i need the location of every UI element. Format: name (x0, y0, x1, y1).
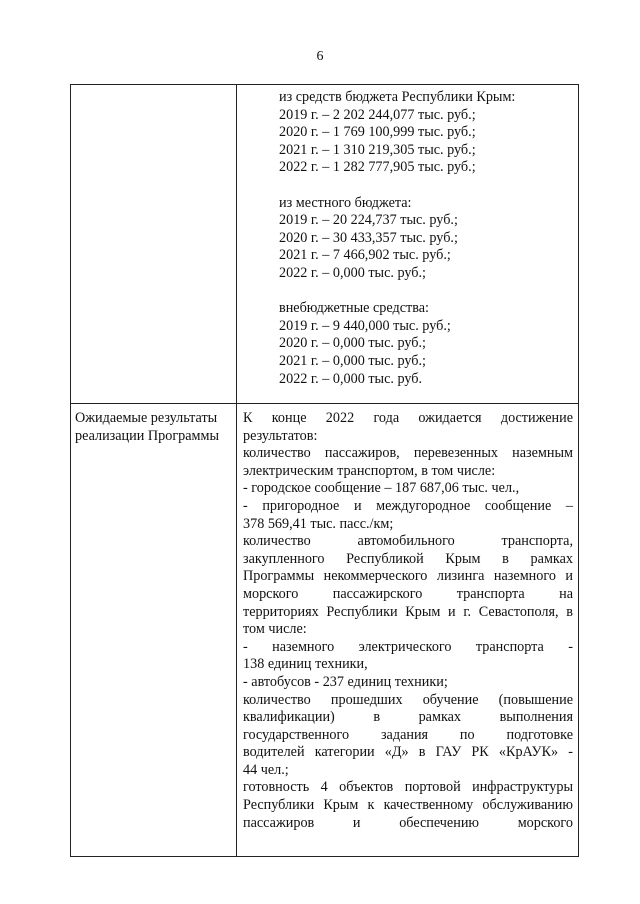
funding-group-title: из средств бюджета Республики Крым: (279, 89, 516, 105)
results-line: количество автомобильного транспорта, (243, 533, 573, 550)
funding-line: 2021 г. – 0,000 тыс. руб.; (279, 352, 426, 369)
results-row (71, 404, 579, 857)
funding-group-title: из местного бюджета: (279, 194, 412, 211)
funding-line: 2021 г. – 7 466,902 тыс. руб.; (279, 247, 451, 264)
results-line: количество пассажиров, перевезенных наземным (243, 445, 573, 462)
results-line: пассажиров и обеспечению морского (243, 814, 573, 831)
results-line: 378 569,41 тыс. пасс./км; (243, 515, 394, 532)
results-line: К конце 2022 года ожидается достижение (243, 410, 573, 426)
results-label: Ожидаемые результаты (75, 410, 218, 426)
results-line: водителей категории «Д» в ГАУ РК «КрАУК» - (243, 744, 573, 761)
results-line: 138 единиц техники, (243, 656, 368, 673)
results-label: реализации Программы (75, 427, 220, 444)
funding-line: 2019 г. – 20 224,737 тыс. руб.; (279, 212, 458, 229)
funding-line: 2022 г. – 0,000 тыс. руб. (279, 370, 423, 387)
results-line: государственного задания по подготовке (243, 726, 573, 743)
results-line: электрическим транспортом, в том числе: (243, 462, 496, 479)
funding-line: 2020 г. – 30 433,357 тыс. руб.; (279, 229, 458, 246)
results-line: закупленного Республикой Крым в рамках (243, 550, 573, 567)
page-number: 6 (316, 49, 324, 64)
funding-line: 2020 г. – 0,000 тыс. руб.; (279, 335, 426, 352)
results-line: морского пассажирского транспорта на (243, 585, 573, 602)
results-line: - пригородное и междугородное сообщение – (243, 497, 573, 514)
results-line: - городское сообщение – 187 687,06 тыс. чел., (243, 480, 520, 497)
funding-group-republic (279, 89, 578, 177)
results-line: количество прошедших обучение (повышение (243, 691, 573, 708)
results-line: - автобусов - 237 единиц техники; (243, 673, 448, 690)
results-line: Республики Крым к качественному обслуживанию (243, 797, 573, 814)
results-line: территориях Республики Крым и г. Севастополя, в (243, 603, 573, 620)
funding-line: 2019 г. – 2 202 244,077 тыс. руб.; (279, 106, 476, 123)
funding-group-extrabudgetary (279, 300, 578, 388)
results-line: Программы некоммерческого лизинга наземного и (243, 568, 573, 585)
results-line: готовность 4 объектов портовой инфраструктуры (243, 779, 573, 796)
funding-cell (237, 85, 579, 404)
results-label-cell (71, 404, 237, 857)
results-line: результатов: (243, 427, 318, 444)
funding-line: 2022 г. – 0,000 тыс. руб.; (279, 264, 426, 281)
funding-line: 2020 г. – 1 769 100,999 тыс. руб.; (279, 124, 476, 141)
results-cell (237, 404, 579, 857)
results-line: квалификации) в рамках выполнения (243, 709, 573, 726)
funding-line: 2022 г. – 1 282 777,905 тыс. руб.; (279, 159, 476, 176)
results-line: 44 чел.; (243, 761, 289, 778)
funding-row (71, 85, 579, 404)
funding-line: 2019 г. – 9 440,000 тыс. руб.; (279, 317, 451, 334)
results-line: том числе: (243, 621, 307, 638)
funding-line: 2021 г. – 1 310 219,305 тыс. руб.; (279, 141, 476, 158)
program-passport-table (70, 84, 579, 857)
funding-label-cell (71, 85, 237, 404)
funding-group-title: внебюджетные средства: (279, 300, 429, 317)
results-line: - наземного электрического транспорта - (243, 638, 573, 655)
funding-group-local (279, 195, 578, 283)
